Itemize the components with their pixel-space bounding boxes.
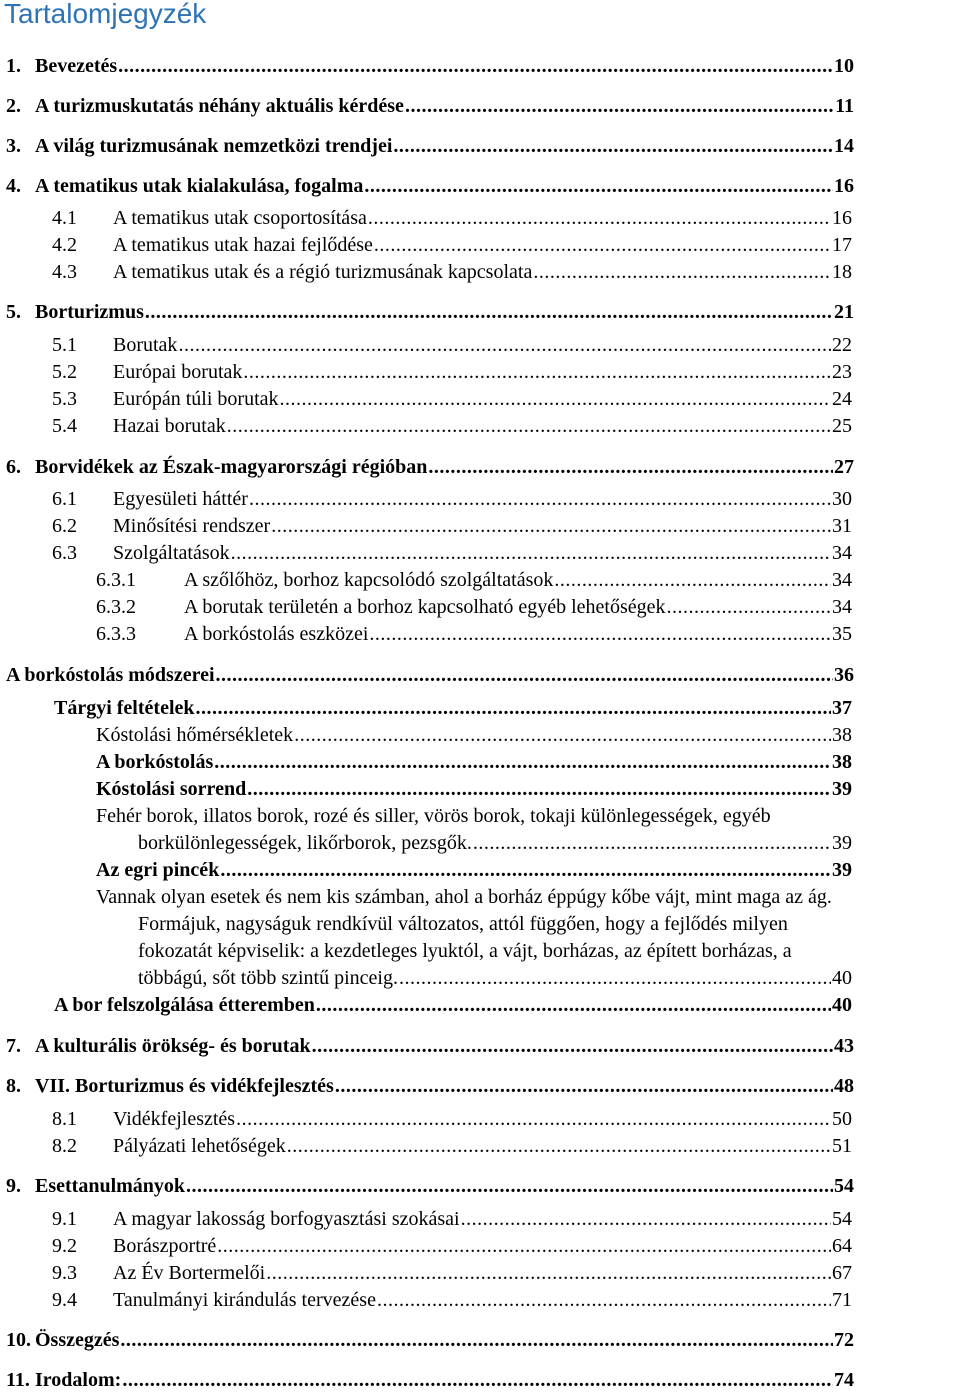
toc-leader-dots	[118, 54, 833, 78]
toc-leader-dots	[227, 414, 831, 438]
toc-entry[interactable]	[6, 300, 854, 324]
toc-leader-dots	[428, 455, 833, 479]
toc-leader-dots	[236, 1107, 831, 1131]
toc-entry-page-number: 16	[834, 175, 854, 197]
toc-entry-title: A világ turizmusának nemzetközi trendjei	[35, 135, 393, 157]
toc-entry[interactable]	[6, 1174, 854, 1198]
toc-entry-page-number: 71	[832, 1289, 852, 1311]
toc-entry-page-number: 21	[834, 301, 854, 323]
toc-entry[interactable]	[96, 858, 852, 882]
toc-entry[interactable]	[6, 94, 854, 118]
toc-entry-number: 8.1	[52, 1108, 77, 1130]
toc-leader-dots	[214, 750, 831, 774]
toc-leader-dots	[145, 300, 833, 324]
toc-entry-title: Pályázati lehetőségek	[113, 1135, 286, 1157]
toc-entry-page-number: 48	[834, 1075, 854, 1097]
toc-leader-dots	[280, 387, 831, 411]
toc-entry-number: 6.3.1	[96, 569, 136, 591]
toc-entry-number: 5.3	[52, 388, 77, 410]
toc-entry-title: Európai borutak	[113, 361, 243, 383]
toc-leader-dots	[186, 1174, 833, 1198]
toc-entry-page-number: 34	[832, 542, 852, 564]
toc-entry-title: A tematikus utak kialakulása, fogalma	[35, 175, 364, 197]
toc-entry[interactable]	[138, 939, 792, 963]
toc-entry-title: Minősítési rendszer	[113, 515, 271, 537]
toc-entry-title: A kulturális örökség- és borutak	[35, 1035, 311, 1057]
toc-entry[interactable]	[6, 1074, 854, 1098]
toc-entry[interactable]	[96, 723, 852, 747]
toc-entry-title: Az Év Bortermelői	[113, 1262, 266, 1284]
toc-leader-dots	[294, 723, 831, 747]
toc-entry-number: 8.	[6, 1075, 21, 1097]
toc-entry-title: Tárgyi feltételek	[54, 697, 195, 719]
toc-entry-page-number: 25	[832, 415, 852, 437]
toc-entry[interactable]	[52, 1261, 852, 1285]
toc-entry-title: Vidékfejlesztés	[113, 1108, 236, 1130]
toc-entry-title: Az egri pincék	[96, 859, 220, 881]
toc-entry-page-number: 17	[832, 234, 852, 256]
toc-entry-number: 9.3	[52, 1262, 77, 1284]
toc-leader-dots	[399, 966, 831, 990]
toc-entry-page-number: 40	[832, 967, 852, 989]
toc-leader-dots	[405, 94, 834, 118]
toc-leader-dots	[249, 487, 831, 511]
page-title: Tartalomjegyzék	[4, 0, 207, 29]
toc-entry[interactable]	[52, 414, 852, 438]
toc-entry[interactable]	[52, 206, 852, 230]
toc-entry-page-number: 54	[834, 1175, 854, 1197]
toc-entry[interactable]	[52, 360, 852, 384]
toc-entry-page-number: 18	[832, 261, 852, 283]
toc-entry[interactable]	[6, 663, 854, 687]
toc-entry-number: 4.1	[52, 207, 77, 229]
toc-entry-title: Összegzés	[35, 1329, 120, 1351]
toc-leader-dots	[271, 514, 831, 538]
toc-entry-page-number: 22	[832, 334, 852, 356]
toc-entry-page-number: 67	[832, 1262, 852, 1284]
toc-leader-dots	[667, 595, 832, 619]
toc-entry-title: A bor felszolgálása étteremben	[54, 994, 315, 1016]
toc-entry-page-number: 14	[834, 135, 854, 157]
toc-entry[interactable]	[138, 912, 788, 936]
toc-entry[interactable]	[54, 993, 852, 1017]
toc-entry-number: 7.	[6, 1035, 21, 1057]
toc-entry[interactable]	[52, 541, 852, 565]
toc-entry-title: Kóstolási sorrend	[96, 778, 247, 800]
toc-entry-page-number: 39	[832, 859, 852, 881]
toc-entry-title: Borászportré	[113, 1235, 217, 1257]
toc-leader-dots	[364, 174, 833, 198]
toc-leader-dots	[312, 1034, 833, 1058]
toc-entry-number: 5.	[6, 301, 21, 323]
toc-leader-dots	[243, 360, 831, 384]
toc-leader-dots	[473, 831, 831, 855]
toc-entry-page-number: 31	[832, 515, 852, 537]
toc-entry-number: 6.1	[52, 488, 77, 510]
toc-entry-page-number: 34	[832, 596, 852, 618]
toc-entry-title: többágú, sőt több szintű pinceig.	[138, 967, 398, 989]
toc-entry-title: Fehér borok, illatos borok, rozé és siller, vörös borok, tokaji különlegességek, egyéb	[96, 805, 771, 827]
toc-entry-number: 2.	[6, 95, 21, 117]
toc-entry[interactable]	[96, 568, 852, 592]
toc-entry-number: 4.	[6, 175, 21, 197]
toc-entry-title: A turizmuskutatás néhány aktuális kérdése	[35, 95, 404, 117]
toc-entry-number: 4.2	[52, 234, 77, 256]
toc-entry-number: 9.4	[52, 1289, 77, 1311]
toc-entry-number: 5.1	[52, 334, 77, 356]
toc-entry-title: Borutak	[113, 334, 178, 356]
toc-entry-title: Esettanulmányok	[35, 1175, 186, 1197]
toc-entry-number: 6.3.2	[96, 596, 136, 618]
toc-entry-page-number: 27	[834, 456, 854, 478]
toc-entry-page-number: 72	[834, 1329, 854, 1351]
toc-leader-dots	[316, 993, 831, 1017]
toc-entry[interactable]	[6, 455, 854, 479]
toc-entry[interactable]	[52, 1234, 852, 1258]
toc-entry-page-number: 36	[834, 664, 854, 686]
toc-entry[interactable]	[96, 777, 852, 801]
toc-entry-page-number: 39	[832, 832, 852, 854]
toc-entry[interactable]	[6, 1328, 854, 1352]
toc-entry-title: A borkóstolás eszközei	[184, 623, 369, 645]
toc-entry-number: 3.	[6, 135, 21, 157]
toc-entry-number: 11.	[6, 1369, 30, 1391]
toc-leader-dots	[122, 1368, 833, 1392]
toc-entry[interactable]	[96, 622, 852, 646]
toc-leader-dots	[368, 206, 831, 230]
toc-entry[interactable]	[52, 260, 852, 284]
toc-entry-page-number: 37	[832, 697, 852, 719]
toc-entry-title: Szolgáltatások	[113, 542, 230, 564]
toc-leader-dots	[369, 622, 831, 646]
toc-entry[interactable]	[96, 885, 832, 909]
toc-entry[interactable]	[96, 595, 852, 619]
toc-entry-page-number: 38	[832, 724, 852, 746]
toc-entry-page-number: 38	[832, 751, 852, 773]
toc-entry[interactable]	[6, 1368, 854, 1392]
toc-entry-number: 6.2	[52, 515, 77, 537]
toc-entry-title: A tematikus utak és a régió turizmusának kapcsolata	[113, 261, 533, 283]
toc-entry-page-number: 39	[832, 778, 852, 800]
toc-entry-title: Borturizmus	[35, 301, 144, 323]
toc-entry[interactable]	[52, 514, 852, 538]
toc-entry-number: 6.3	[52, 542, 77, 564]
toc-entry[interactable]	[52, 487, 852, 511]
toc-entry-page-number: 43	[834, 1035, 854, 1057]
toc-leader-dots	[216, 663, 833, 687]
toc-entry-page-number: 35	[832, 623, 852, 645]
toc-entry-page-number: 16	[832, 207, 852, 229]
toc-entry[interactable]	[138, 831, 852, 855]
toc-entry[interactable]	[6, 1034, 854, 1058]
toc-leader-dots	[217, 1234, 831, 1258]
toc-entry[interactable]	[52, 233, 852, 257]
toc-entry[interactable]	[52, 1288, 852, 1312]
toc-entry-title: Hazai borutak	[113, 415, 226, 437]
toc-entry-title: borkülönlegességek, likőrborok, pezsgők.	[138, 832, 472, 854]
toc-entry-title: A tematikus utak hazai fejlődése	[113, 234, 373, 256]
toc-entry-title: A magyar lakosság borfogyasztási szokásai	[113, 1208, 460, 1230]
toc-leader-dots	[120, 1328, 833, 1352]
toc-leader-dots	[554, 568, 831, 592]
toc-entry-page-number: 34	[832, 569, 852, 591]
toc-leader-dots	[335, 1074, 833, 1098]
toc-entry[interactable]	[52, 1134, 852, 1158]
toc-entry-page-number: 30	[832, 488, 852, 510]
toc-entry-number: 10.	[6, 1329, 31, 1351]
toc-entry-number: 5.4	[52, 415, 77, 437]
toc-entry-number: 6.	[6, 456, 21, 478]
toc-entry-page-number: 74	[834, 1369, 854, 1391]
toc-entry-title: A borutak területén a borhoz kapcsolható egyéb lehetőségek	[184, 596, 666, 618]
toc-leader-dots	[393, 134, 833, 158]
toc-leader-dots	[374, 233, 831, 257]
toc-entry-title: Borvidékek az Észak-magyarországi régióban	[35, 456, 428, 478]
toc-entry-number: 9.1	[52, 1208, 77, 1230]
toc-entry[interactable]	[6, 134, 854, 158]
toc-entry[interactable]	[96, 804, 771, 828]
toc-entry-number: 4.3	[52, 261, 77, 283]
toc-entry-number: 1.	[6, 55, 21, 77]
toc-entry-page-number: 50	[832, 1108, 852, 1130]
toc-entry-page-number: 64	[832, 1235, 852, 1257]
toc-leader-dots	[178, 333, 831, 357]
toc-entry-title: A borkóstolás módszerei	[6, 664, 215, 686]
toc-entry-title: Tanulmányi kirándulás tervezése	[113, 1289, 376, 1311]
toc-entry-page-number: 40	[832, 994, 852, 1016]
toc-entry-title: Egyesületi háttér	[113, 488, 248, 510]
toc-entry-number: 9.2	[52, 1235, 77, 1257]
toc-entry-number: 6.3.3	[96, 623, 136, 645]
toc-entry-page-number: 10	[834, 55, 854, 77]
toc-entry-title: Formájuk, nagyságuk rendkívül változatos, attól függően, hogy a fejlődés milyen	[138, 913, 788, 935]
toc-entry-title: VII. Borturizmus és vidékfejlesztés	[35, 1075, 334, 1097]
toc-entry[interactable]	[6, 174, 854, 198]
toc-entry-title: Bevezetés	[35, 55, 118, 77]
toc-entry[interactable]	[52, 1207, 852, 1231]
toc-entry-title: fokozatát képviselik: a kezdetleges lyuktól, a vájt, borházas, az épített borházas, a	[138, 940, 792, 962]
toc-entry-page-number: 24	[832, 388, 852, 410]
toc-entry[interactable]	[52, 387, 852, 411]
toc-entry-page-number: 54	[832, 1208, 852, 1230]
toc-leader-dots	[231, 541, 831, 565]
toc-entry[interactable]	[96, 750, 852, 774]
toc-entry[interactable]	[138, 966, 852, 990]
toc-leader-dots	[196, 696, 832, 720]
toc-entry[interactable]	[54, 696, 852, 720]
toc-entry-title: A borkóstolás	[96, 751, 214, 773]
toc-leader-dots	[266, 1261, 831, 1285]
toc-entry-page-number: 23	[832, 361, 852, 383]
toc-entry-title: Kóstolási hőmérsékletek	[96, 724, 294, 746]
toc-entry-title: A tematikus utak csoportosítása	[113, 207, 367, 229]
toc-entry-title: A szőlőhöz, borhoz kapcsolódó szolgáltatások	[184, 569, 554, 591]
toc-leader-dots	[377, 1288, 831, 1312]
toc-leader-dots	[533, 260, 831, 284]
toc-entry-page-number: 11	[835, 95, 854, 117]
toc-entry[interactable]	[52, 333, 852, 357]
toc-entry-title: Európán túli borutak	[113, 388, 279, 410]
toc-entry-title: Vannak olyan esetek és nem kis számban, ahol a borház éppúgy kőbe vájt, mint maga az ág.	[96, 886, 832, 908]
toc-entry-number: 9.	[6, 1175, 21, 1197]
toc-leader-dots	[247, 777, 831, 801]
toc-entry-page-number: 51	[832, 1135, 852, 1157]
toc-entry-number: 8.2	[52, 1135, 77, 1157]
toc-entry-number: 5.2	[52, 361, 77, 383]
toc-leader-dots	[220, 858, 831, 882]
toc-entry[interactable]	[6, 54, 854, 78]
toc-entry[interactable]	[52, 1107, 852, 1131]
toc-entry-title: Irodalom:	[35, 1369, 122, 1391]
toc-leader-dots	[461, 1207, 831, 1231]
toc-leader-dots	[287, 1134, 831, 1158]
